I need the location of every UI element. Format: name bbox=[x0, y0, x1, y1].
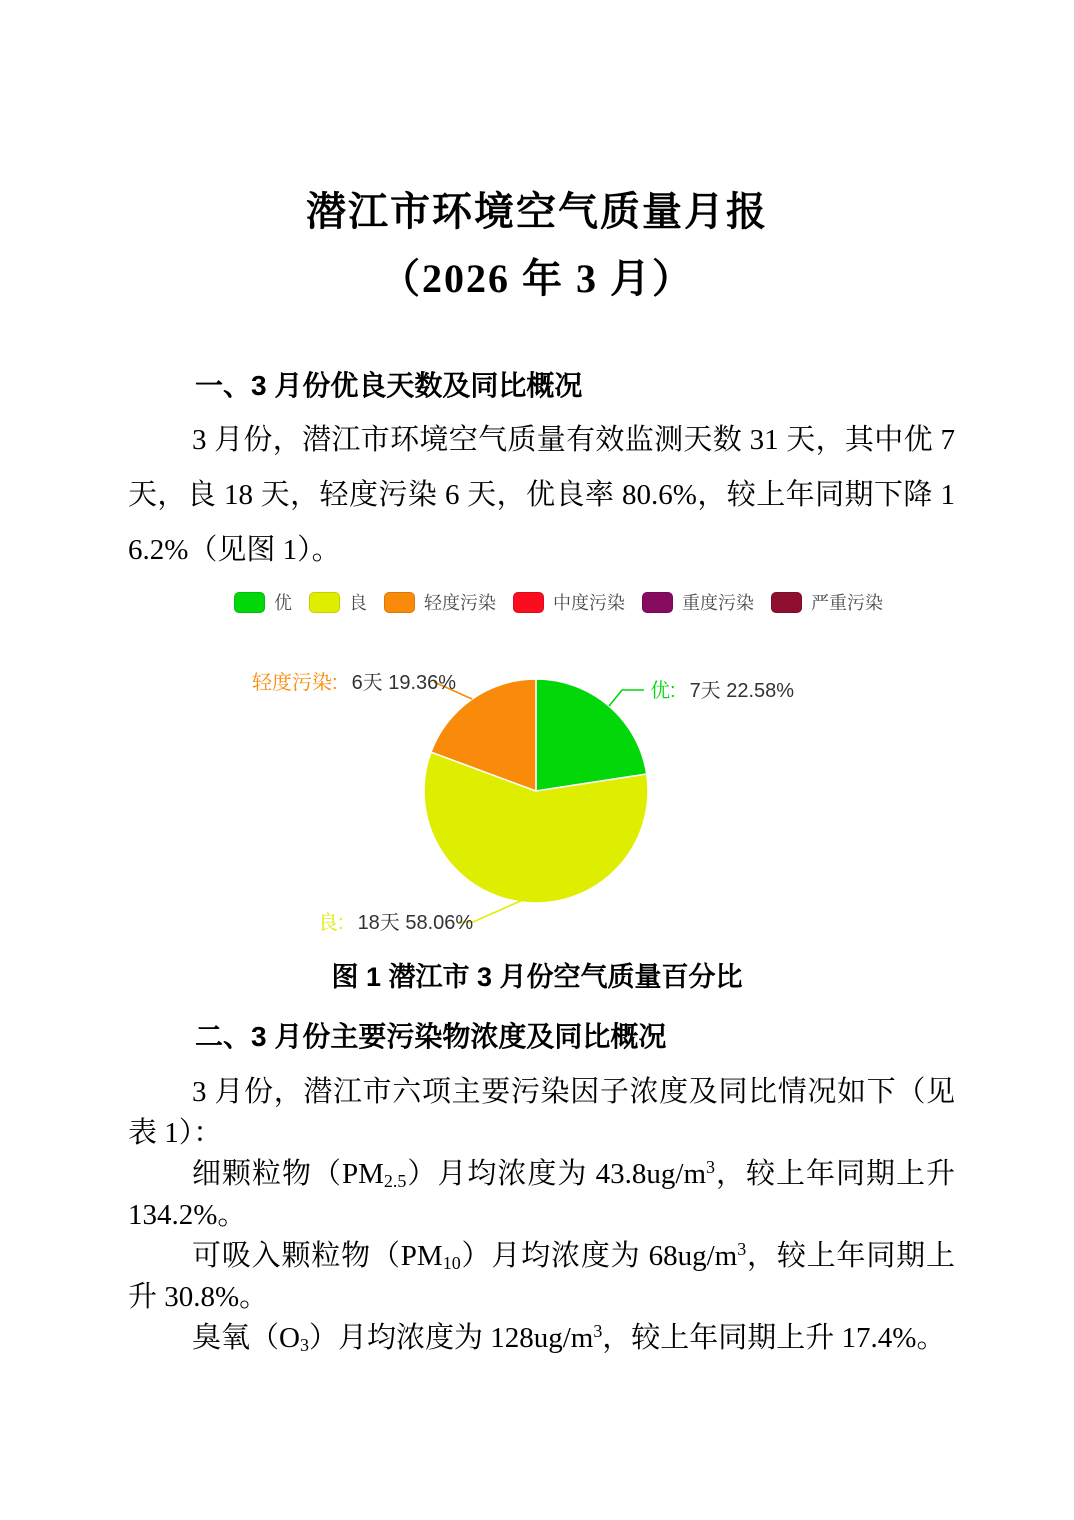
text-run: ）月均浓度为 68ug/m bbox=[460, 1240, 738, 1272]
paragraph-text: 3 月份，潜江市环境空气质量有效监测天数 31 天，其中优 7 天，良 18 天，轻度污染 6 天，优良率 80.6%，较上年同期下降 16.2%（见图 1）。 bbox=[128, 424, 955, 566]
callout-value: 7天 22.58% bbox=[689, 680, 795, 702]
pm10-paragraph bbox=[128, 1236, 955, 1318]
callout-label-良 bbox=[318, 911, 473, 934]
section1-heading: 一、3 月份优良天数及同比概况 bbox=[195, 370, 583, 401]
text-run: ）月均浓度为 128ug/m bbox=[308, 1322, 594, 1354]
callout-category-name: 优: bbox=[650, 680, 676, 702]
text-run: ，较上年同期上升 17.4%。 bbox=[602, 1322, 946, 1354]
subscript: 3 bbox=[299, 1334, 309, 1355]
pm25-paragraph bbox=[128, 1154, 955, 1236]
callout-leader-优 bbox=[609, 690, 644, 706]
superscript: 3 bbox=[737, 1239, 747, 1260]
pie-svg bbox=[128, 585, 955, 965]
legend-label: 良 bbox=[349, 593, 367, 613]
callout-label-优 bbox=[650, 679, 794, 702]
air-quality-pie-chart bbox=[128, 585, 955, 965]
callout-label-轻度污染 bbox=[252, 671, 456, 694]
text-run: ）月均浓度为 43.8ug/m bbox=[406, 1158, 706, 1190]
pollutant-intro-paragraph bbox=[128, 1072, 955, 1154]
text-run: 3 月份，潜江市六项主要污染因子浓度及同比情况如下（见表 1）： bbox=[128, 1076, 955, 1149]
text-run: 细颗粒物（PM bbox=[192, 1158, 384, 1190]
text-run: ，较上年同期上升 134.2%。 bbox=[128, 1158, 955, 1231]
section2-paragraphs bbox=[128, 1072, 955, 1359]
superscript: 3 bbox=[706, 1157, 715, 1178]
legend-label: 中度污染 bbox=[553, 593, 625, 613]
callout-value: 18天 58.06% bbox=[357, 912, 474, 934]
o3-paragraph bbox=[128, 1318, 955, 1359]
callout-value: 6天 19.36% bbox=[351, 672, 457, 694]
legend-label: 严重污染 bbox=[811, 593, 883, 613]
text-run: 可吸入颗粒物（PM bbox=[192, 1240, 443, 1272]
subscript: 2.5 bbox=[383, 1170, 407, 1191]
pie-slice-优 bbox=[536, 679, 647, 791]
legend-label: 优 bbox=[274, 593, 292, 613]
callout-category-name: 轻度污染: bbox=[252, 672, 338, 694]
text-run: ，较上年同期上升 30.8%。 bbox=[128, 1240, 955, 1313]
legend-label: 重度污染 bbox=[682, 593, 754, 613]
superscript: 3 bbox=[593, 1321, 603, 1342]
document-title-line1: 潜江市环境空气质量月报 bbox=[306, 189, 768, 234]
text-run: 臭氧（O bbox=[192, 1322, 300, 1354]
section2-heading: 二、3 月份主要污染物浓度及同比概况 bbox=[195, 1021, 667, 1052]
subscript: 10 bbox=[442, 1252, 461, 1273]
callout-category-name: 良: bbox=[318, 912, 344, 934]
figure-caption: 图 1 潜江市 3 月份空气质量百分比 bbox=[331, 962, 743, 992]
document-title-line2: （2026 年 3 月） bbox=[380, 256, 694, 301]
legend-label: 轻度污染 bbox=[424, 593, 496, 613]
section1-paragraph bbox=[128, 413, 955, 578]
